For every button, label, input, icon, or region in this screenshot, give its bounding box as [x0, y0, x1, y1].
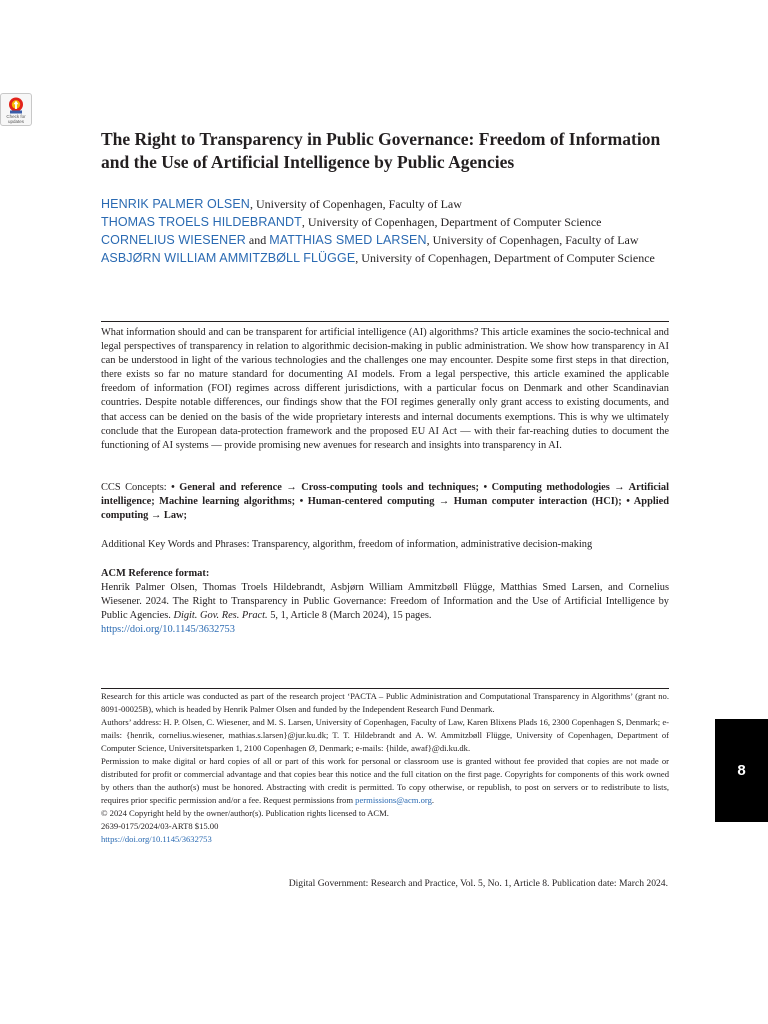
check-for-updates-badge[interactable] [0, 93, 32, 126]
author-affiliation: , University of Copenhagen, Faculty of Law [249, 197, 462, 211]
author-list [101, 195, 669, 267]
reference-details: 5, 1, Article 8 (March 2024), 15 pages. [267, 610, 432, 622]
author-name[interactable]: CORNELIUS WIESENER [101, 233, 246, 247]
permission-text: Permission to make digital or hard copies of all or part of this work for personal or classroom use is granted without fee provided that copies are not made or distributed for profit or commercial advantage and that copies bear this notice and the full citation on the first page. Copyrights for components of this work owned by others than the author(s) must be honored. Abstracting with credit is permitted. To copy otherwise, or republish, to post on servers or to redistribute to lists, requires prior specific permission and/or a fee. Request permissions from [101, 756, 669, 805]
author-entry [101, 195, 669, 213]
copyright-note: © 2024 Copyright held by the owner/author(s). Publication rights licensed to ACM. [101, 808, 389, 818]
ccs-item: • Human-centered computing → Human computer interaction (HCI); [299, 496, 622, 508]
author-entry [101, 213, 669, 231]
check-for-updates-label: Check for updates [6, 114, 26, 124]
author-affiliation: , University of Copenhagen, Faculty of Law [426, 233, 639, 247]
author-name[interactable]: HENRIK PALMER OLSEN [101, 197, 250, 211]
permission-email-link[interactable]: permissions@acm.org [355, 795, 432, 805]
keywords: Additional Key Words and Phrases: Transparency, algorithm, freedom of information, administrative decision-making [101, 539, 593, 550]
abstract-divider [101, 321, 669, 322]
ccs-item: • General and reference → Cross-computing tools and techniques; [171, 482, 480, 493]
reference-journal: Digit. Gov. Res. Pract. [173, 610, 268, 622]
permission-end: . [431, 795, 435, 805]
reference-text [101, 581, 669, 637]
permission-note [101, 755, 669, 807]
abstract: What information should and can be transparent for artificial intelligence (AI) algorithms? This article examines the socio-technical and legal perspectives of transparency in relation to algorithmic decision-making in public administration. We show how transparency in AI can be understood in light of the various technologies and the challenges one may encounter. Despite some first steps in that direction, there exists so far no mature standard for documenting AI models. From a legal perspective, this article examined the applicable freedom of information (FOI) regimes across different jurisdictions, with a particular focus on Denmark and other Scandinavian countries. Despite notable differences, our findings show that the FOI regimes generally only grant access to existing documents, and that access can be denied on the basis of the wide proprietary interests and internal documents exemptions. This is why we ultimately conclude that the European data-protection framework and the proposed EU AI Act — with their far-reaching duties to document the functioning of AI systems — provide promising new avenues for research and insights into transparency in AI. [101, 327, 669, 451]
author-entry [101, 231, 669, 249]
author-affiliation: , University of Copenhagen, Department of Computer Science [355, 251, 655, 265]
footnote-divider [101, 688, 669, 689]
funding-note: Research for this article was conducted as part of the research project ‘PACTA – Public Administration and Computational Transparency in Algorithms’ (grant no. 8091-00025B), which is headed by Henrik Palmer Olsen and funded by the Independent Research Fund Denmark. [101, 691, 669, 714]
reference-format [101, 567, 669, 637]
ccs-item: • Applied computing → Law; [101, 496, 670, 522]
author-name[interactable]: MATTHIAS SMED LARSEN [269, 233, 427, 247]
author-affiliation: , University of Copenhagen, Department of Computer Science [301, 215, 602, 229]
issn-note: 2639-0175/2024/03-ART8 $15.00 [101, 821, 219, 831]
author-addresses: Authors’ address: H. P. Olsen, C. Wiesener, and M. S. Larsen, University of Copenhagen, Faculty of Law, Karen Blixens Plads 16, 2300 Copenhagen S, Denmark; e-mails: {henrik, cornelius.wiesener, mathias.s.larsen}@jur.ku.dk; T. T. Hildebrandt and A. W. Ammitzbøll Flügge, University of Copenhagen, Department of Computer Science, Universitetsparken 1, 2100 Copenhagen Ø, Denmark; e-mails: {hilde, awaf}@di.ku.dk. [101, 717, 669, 753]
reference-citation: Henrik Palmer Olsen, Thomas Troels Hildebrandt, Asbjørn William Ammitzbøll Flügge, Matthias Smed Larsen, and Cornelius Wiesener. 2024. The Right to Transparency in Public Governance: Freedom of Information and the Use of Artificial Intelligence by Public Agencies. [101, 582, 669, 622]
check-for-updates-icon [8, 97, 24, 114]
author-connector: and [245, 233, 270, 247]
author-entry [101, 249, 669, 267]
page-footer: Digital Government: Research and Practice, Vol. 5, No. 1, Article 8. Publication date: March 2024. [288, 878, 668, 889]
footnote-doi-link[interactable]: https://doi.org/10.1145/3632753 [101, 834, 212, 844]
article-title: The Right to Transparency in Public Governance: Freedom of Information and the Use of Artificial Intelligence by Public Agencies [101, 129, 661, 172]
footnote [101, 690, 669, 846]
page-number-tab: 8 [715, 719, 768, 822]
author-name[interactable]: ASBJØRN WILLIAM AMMITZBØLL FLÜGGE [101, 251, 356, 265]
ccs-item: • Computing methodologies → Artificial intelligence; Machine learning algorithms; [101, 482, 669, 508]
reference-heading: ACM Reference format: [101, 568, 210, 579]
ccs-concepts [101, 481, 669, 523]
reference-doi-link[interactable]: https://doi.org/10.1145/3632753 [101, 624, 235, 636]
ccs-label: CCS Concepts: [101, 482, 172, 493]
author-name[interactable]: THOMAS TROELS HILDEBRANDT [101, 215, 302, 229]
